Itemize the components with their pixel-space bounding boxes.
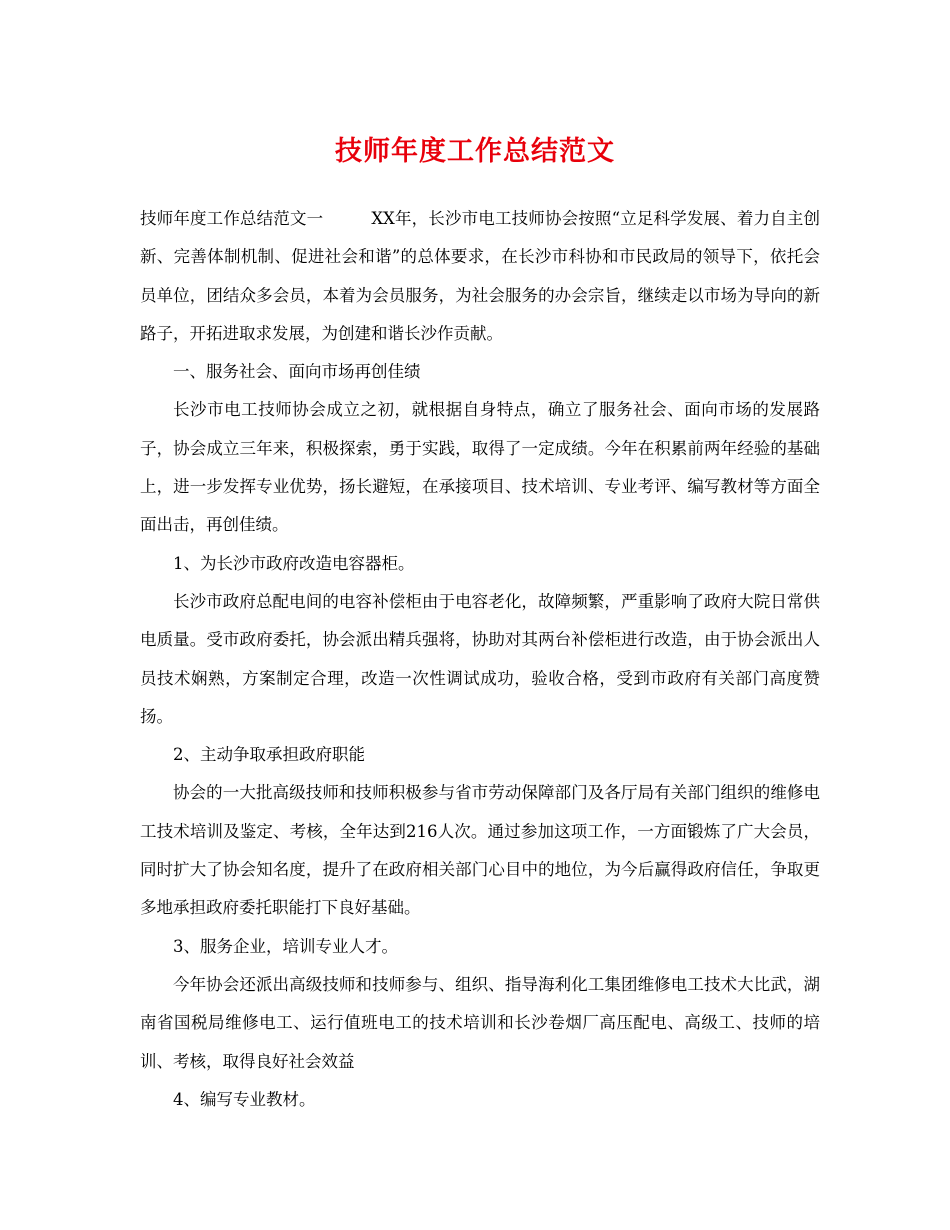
paragraph-text: XX年，长沙市电工技师协会按照“立足科学发展、着力自主创新、完善体制机制、促进社会和谐”的总体要求，在长沙市科协和市民政局的领导下，依托会员单位，团结众多会员，本着为会员服务，为社会服务的办会宗旨，继续走以市场为导向的新路子，开拓进取求发展，为创建和谐长沙作贡献。	[140, 209, 821, 343]
item-heading: 2、主动争取承担政府职能	[173, 745, 365, 765]
intro-paragraph	[140, 200, 820, 353]
paragraph: 长沙市政府总配电间的电容补偿柜由于电容老化，故障频繁，严重影响了政府大院日常供电质量。受市政府委托，协会派出精兵强将，协助对其两台补偿柜进行改造，由于协会派出人员技术娴熟，方案制定合理，改造一次性调试成功，验收合格，受到市政府有关部门高度赞扬。	[140, 591, 820, 726]
item-heading: 3、服务企业，培训专业人才。	[173, 936, 398, 956]
paragraph: 长沙市电工技师协会成立之初，就根据自身特点，确立了服务社会、面向市场的发展路子，协会成立三年来，积极探索，勇于实践，取得了一定成绩。今年在积累前两年经验的基础上，进一步发挥专业优势，扬长避短，在承接项目、技术培训、专业考评、编写教材等方面全面出击，再创佳绩。	[140, 400, 820, 535]
paragraph: 今年协会还派出高级技师和技师参与、组织、指导海利化工集团维修电工技术大比武，湖南省国税局维修电工、运行值班电工的技术培训和长沙卷烟厂高压配电、高级工、技师的培训、考核，取得良好社会效益	[140, 974, 820, 1071]
item-heading: 4、编写专业教材。	[173, 1089, 316, 1109]
item-heading: 1、为长沙市政府改造电容器柜。	[173, 553, 415, 573]
document-title: 技师年度工作总结范文	[335, 136, 615, 167]
paragraph: 协会的一大批高级技师和技师积极参与省市劳动保障部门及各厅局有关部门组织的维修电工技术培训及鉴定、考核，全年达到216人次。通过参加这项工作，一方面锻炼了广大会员，同时扩大了协会知名度，提升了在政府相关部门心目中的地位，为今后赢得政府信任，争取更多地承担政府委托职能打下良好基础。	[140, 783, 820, 918]
intro-label: 技师年度工作总结范文一	[140, 209, 324, 228]
section-heading: 一、服务社会、面向市场再创佳绩	[173, 362, 421, 382]
document-body	[140, 200, 820, 1119]
